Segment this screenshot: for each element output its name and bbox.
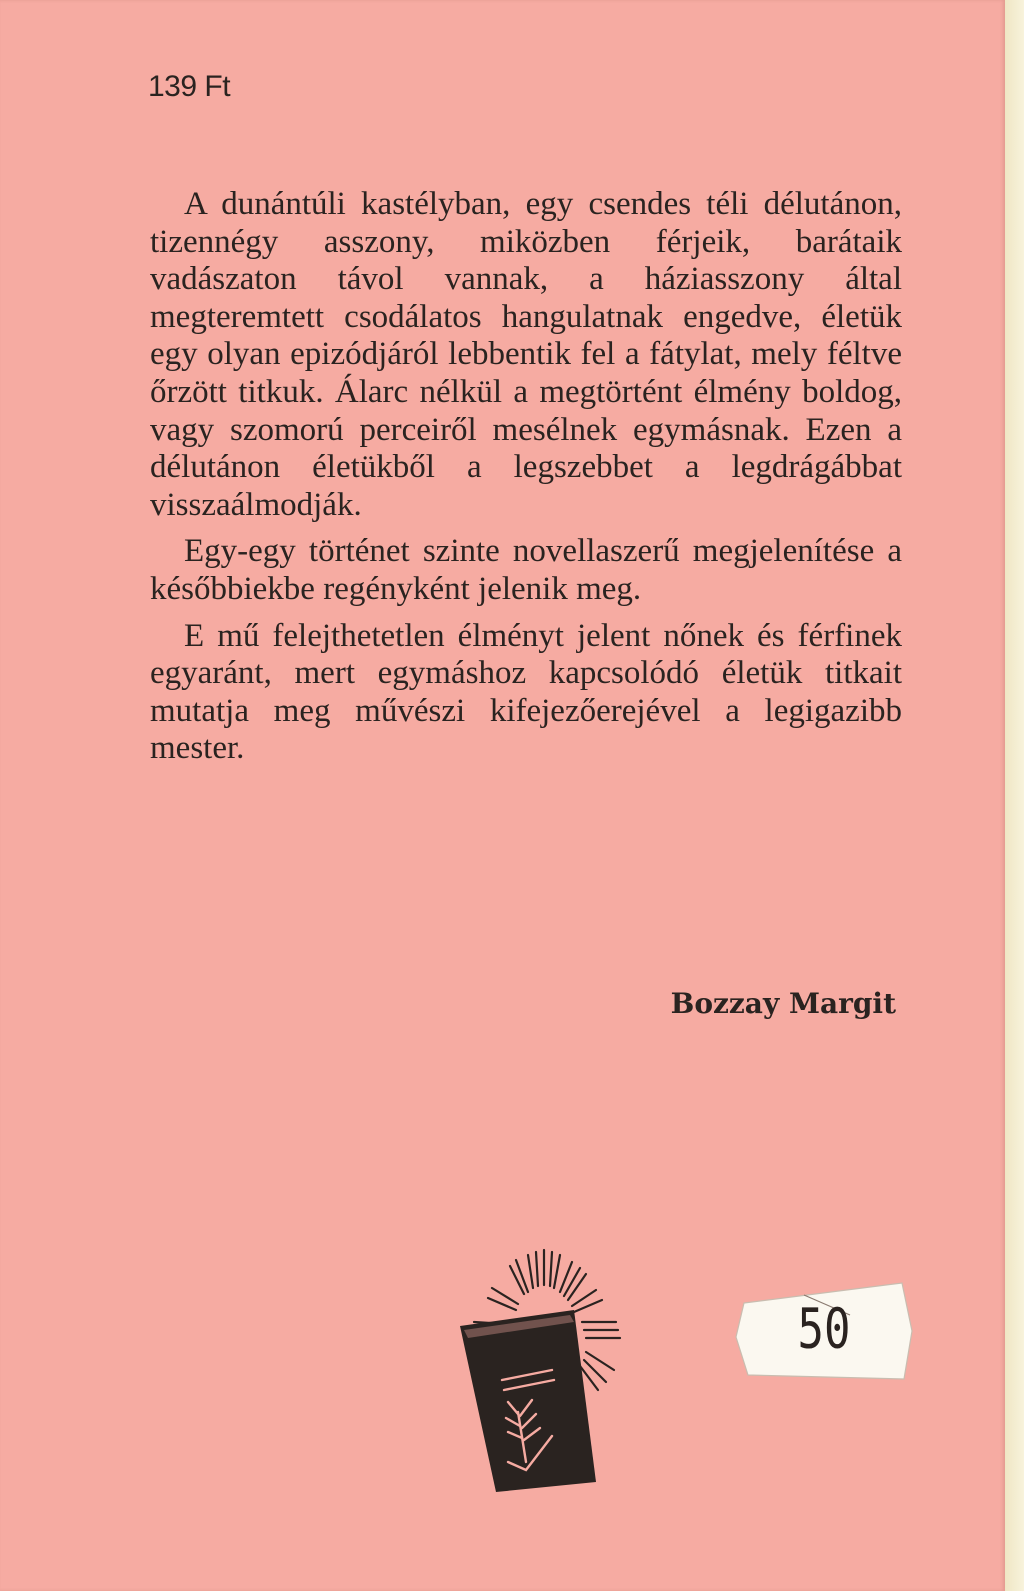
author-name: Bozzay Margit xyxy=(670,987,896,1020)
price-label: 139 Ft xyxy=(148,70,231,103)
blurb-text xyxy=(150,186,902,777)
page-edge xyxy=(1005,0,1024,1591)
radiant-book-logo-icon xyxy=(456,1230,636,1500)
blurb-paragraph-2: Egy-egy történet szinte novellaszerű megjelenítése a későbbiekbe regényként jelenik meg. xyxy=(150,533,902,607)
sticker-number: 50 xyxy=(797,1297,851,1362)
blurb-paragraph-1: A dunántúli kastélyban, egy csendes téli délutánon, tizennégy asszony, miközben férjeik, barátaik vadászaton távol vannak, a háziasszony által megteremtett csodálatos hangulatnak engedve, életük egy olyan epizódjáról lebbentik fel a fátylat, mely féltve őrzött titkuk. Álarc nélkül a megtörtént élmény boldog, vagy szomorú perceiről mesélnek egymásnak. Ezen a délutánon életükből a legszebbet a legdrágábbat visszaálmodják. xyxy=(150,186,902,523)
blurb-paragraph-3: E mű felejthetetlen élményt jelent nőnek és férfinek egyaránt, mert egymáshoz kapcsolódó életük titkait mutatja meg művészi kifejezőerejével a legigazibb mester. xyxy=(150,617,902,767)
